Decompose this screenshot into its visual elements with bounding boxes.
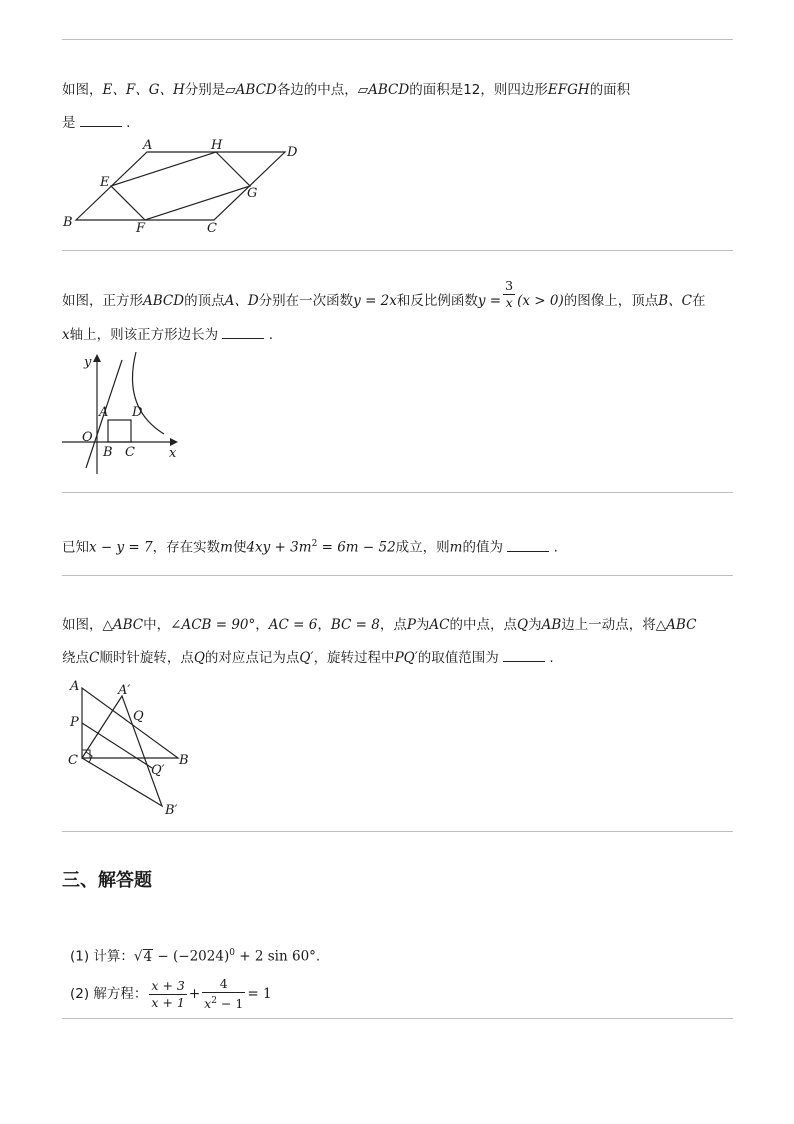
label-B: B	[103, 445, 113, 460]
label-x: x	[169, 446, 177, 461]
divider-4	[62, 831, 733, 832]
answer-blank[interactable]	[80, 114, 122, 127]
label-O: O	[82, 430, 93, 445]
q4-line-1: 如图，△ABC中，∠ACB = 90°，AC = 6，BC = 8，点P为AC的中点，点Q为AB边上一动点，将△ABC	[62, 617, 697, 633]
label-y: y	[84, 355, 92, 370]
label-P: P	[70, 715, 79, 730]
label-D: D	[132, 405, 143, 420]
label-A: A	[143, 138, 153, 153]
q1-line-2: 是 .	[62, 115, 131, 131]
divider-5	[62, 1018, 733, 1019]
label-B: B	[63, 215, 73, 230]
section-title: 三、解答题	[62, 870, 152, 891]
q2-line-2: x轴上，则该正方形边长为 .	[62, 327, 274, 343]
label-C: C	[68, 753, 78, 768]
divider-top	[62, 39, 733, 40]
q3-line: 已知x − y = 7，存在实数m使$4xy + 3m^2 = 6m - 52$成立，则m的值为 .	[62, 539, 558, 556]
answer-blank[interactable]	[503, 649, 545, 662]
label-B-prime: B′	[165, 803, 178, 818]
q4-rotation-figure	[64, 676, 204, 820]
label-Q: Q	[133, 709, 144, 724]
fraction-1: $\frac{x + 3}{x + 1}$	[151, 977, 185, 1010]
divider-1	[62, 250, 733, 251]
label-G: G	[247, 186, 258, 201]
q2-graph-figure	[60, 350, 190, 478]
divider-2	[62, 492, 733, 493]
divider-3	[62, 575, 733, 576]
q2-line-1: 如图，正方形ABCD的顶点A、D分别在一次函数y = 2x和反比例函数y = $\frac{3}{x}$ (x > 0)的图像上，顶点B、C在	[62, 277, 706, 310]
label-F: F	[136, 221, 146, 236]
label-A: A	[99, 405, 109, 420]
label-E: E	[100, 175, 110, 190]
label-A: A	[70, 679, 80, 694]
q5-part-1: (1) 计算：$√4 - (-2024)^0 + 2$ sin 60°.	[70, 948, 321, 965]
answer-blank[interactable]	[222, 326, 264, 339]
q4-line-2: 绕点C顺时针旋转，点Q的对应点记为点Q′，旋转过程中PQ′的取值范围为 .	[62, 650, 554, 666]
fraction-3-over-x: $\frac{3}{x}$	[505, 277, 514, 310]
label-H: H	[211, 138, 223, 153]
label-D: D	[287, 145, 298, 160]
label-A-prime: A′	[118, 683, 131, 698]
q5-part-2: (2) 解方程： $\frac{x + 3}{x + 1}$ + $\frac{4}{x^2 - 1}$ = 1	[70, 976, 272, 1012]
label-C: C	[207, 221, 217, 236]
q1-parallelogram-figure	[60, 136, 310, 240]
fraction-2: $\frac{4}{x^2 - 1}$	[204, 976, 244, 1012]
q1-line-1: 如图，E、F、G、H分别是▱ABCD各边的中点，▱ABCD的面积是12，则四边形EFGH的面积	[62, 82, 631, 98]
label-Q-prime: Q′	[151, 763, 165, 778]
label-C: C	[125, 445, 135, 460]
answer-blank[interactable]	[507, 539, 549, 552]
label-B: B	[179, 753, 189, 768]
